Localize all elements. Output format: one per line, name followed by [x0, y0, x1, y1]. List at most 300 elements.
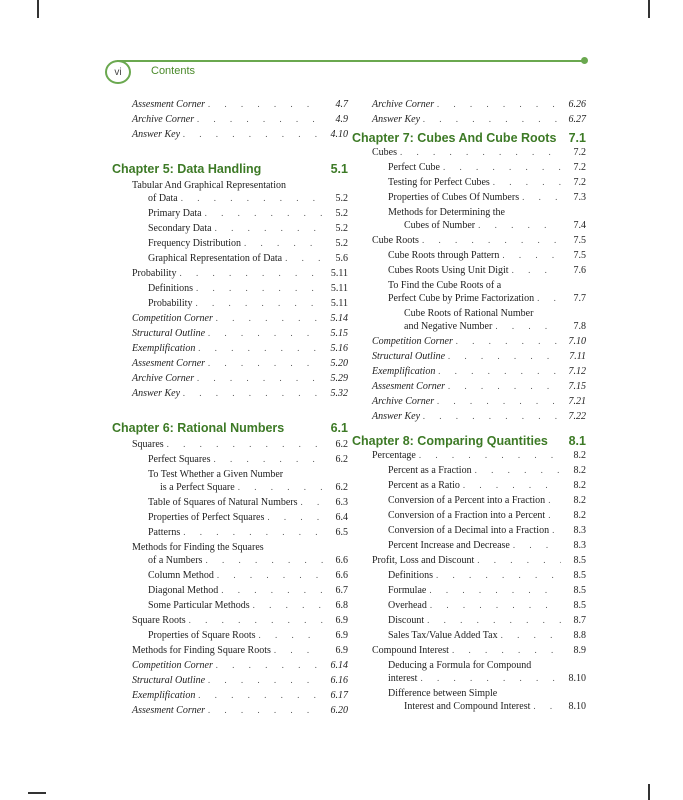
toc-entry — [112, 689, 348, 702]
dot-leader — [197, 372, 323, 385]
toc-entry — [112, 267, 348, 280]
toc-entry-page-number: 6.4 — [335, 512, 348, 523]
page-number-badge: vi — [105, 60, 131, 84]
toc-entry-page-number: 7.2 — [573, 162, 586, 173]
toc-entry-page-number: 6.9 — [335, 645, 348, 656]
toc-entry-page-number: 6.16 — [330, 675, 348, 686]
toc-entry-title: Deducing a Formula for Compound — [388, 660, 532, 671]
toc-entry-title: Structural Outline — [372, 351, 446, 362]
toc-entry-title: interest — [388, 673, 418, 684]
dot-leader — [217, 569, 323, 582]
toc-entry-title: Patterns — [148, 527, 181, 538]
toc-entry-page-number: 7.5 — [573, 250, 586, 261]
toc-entry-title: Archive Corner — [372, 396, 435, 407]
dot-leader — [548, 494, 561, 507]
toc-entry — [352, 307, 586, 320]
toc-entry-title: Assesment Corner — [372, 381, 446, 392]
toc-entry-title: Percentage — [372, 450, 416, 461]
dot-leader — [208, 704, 323, 717]
toc-entry — [112, 438, 348, 451]
toc-entry-page-number: 8.5 — [573, 555, 586, 566]
header-rule — [117, 60, 585, 62]
toc-entry-page-number: 8.10 — [568, 701, 586, 712]
toc-entry-page-number: 6.2 — [335, 482, 348, 493]
toc-entry — [112, 207, 348, 220]
toc-entry — [112, 297, 348, 310]
dot-leader — [537, 292, 561, 305]
dot-leader — [259, 629, 324, 642]
toc-entry-page-number: 5.29 — [330, 373, 348, 384]
toc-entry-page-number: 7.8 — [573, 321, 586, 332]
toc-entry — [112, 541, 348, 554]
toc-entry — [112, 481, 348, 494]
toc-entry-page-number: 8.2 — [573, 450, 586, 461]
toc-entry — [112, 252, 348, 265]
toc-entry-page-number: 5.32 — [330, 388, 348, 399]
toc-entry-title: and Negative Number — [404, 321, 493, 332]
toc-entry-title: Percent Increase and Decrease — [388, 540, 510, 551]
toc-entry — [112, 342, 348, 355]
toc-entry-title: Methods for Determining the — [388, 207, 505, 218]
toc-entry-title: Overhead — [388, 600, 427, 611]
toc-entry — [352, 113, 586, 126]
toc-entry-page-number: 7.15 — [568, 381, 586, 392]
toc-entry-page-number: 5.6 — [335, 253, 348, 264]
toc-entry-title: Discount — [388, 615, 425, 626]
toc-entry-title: Definitions — [388, 570, 433, 581]
dot-leader — [195, 297, 323, 310]
toc-entry-page-number: 8.10 — [568, 673, 586, 684]
toc-entry-title: Column Method — [148, 570, 214, 581]
dot-leader — [437, 395, 561, 408]
toc-entry — [112, 674, 348, 687]
toc-entry-page-number: 5.15 — [330, 328, 348, 339]
toc-entry-page-number: 8.2 — [573, 465, 586, 476]
toc-entry-title: Testing for Perfect Cubes — [388, 177, 490, 188]
toc-entry — [352, 687, 586, 700]
chapter-heading — [112, 420, 348, 436]
dot-leader — [181, 192, 323, 205]
toc-entry — [352, 509, 586, 522]
toc-entry — [352, 219, 586, 232]
dot-leader — [208, 357, 323, 370]
toc-entry-title: is a Perfect Square — [160, 482, 235, 493]
toc-entry — [112, 387, 348, 400]
toc-entry — [352, 539, 586, 552]
dot-leader — [285, 252, 323, 265]
toc-entry-page-number: 5.16 — [330, 343, 348, 354]
toc-entry-title: Cube Roots — [372, 235, 419, 246]
toc-entry-title: Answer Key — [132, 129, 181, 140]
dot-leader — [179, 267, 323, 280]
toc-entry-title: Probability — [132, 268, 177, 279]
toc-entry-title: Difference between Simple — [388, 688, 498, 699]
toc-entry-title: Interest and Compound Interest — [404, 701, 531, 712]
toc-entry-page-number: 6.3 — [335, 497, 348, 508]
dot-leader — [493, 176, 561, 189]
chapter-page-number: 7.1 — [568, 131, 586, 145]
toc-entry — [112, 599, 348, 612]
toc-entry-title: Exemplification — [132, 343, 196, 354]
toc-entry — [112, 113, 348, 126]
toc-entry — [352, 191, 586, 204]
toc-entry-title: Probability — [148, 298, 193, 309]
toc-entry-title: Methods for Finding Square Roots — [132, 645, 271, 656]
toc-entry-page-number: 7.6 — [573, 265, 586, 276]
dot-leader — [198, 342, 323, 355]
toc-entry-title: Conversion of a Decimal into a Fraction — [388, 525, 550, 536]
dot-leader — [197, 113, 323, 126]
toc-entry — [112, 554, 348, 567]
toc-entry — [352, 206, 586, 219]
toc-entry — [352, 264, 586, 277]
toc-entry-page-number: 6.26 — [568, 99, 586, 110]
toc-entry — [352, 350, 586, 363]
dot-leader — [419, 449, 561, 462]
toc-entry-title: Assesment Corner — [132, 99, 206, 110]
toc-entry — [112, 179, 348, 192]
dot-leader — [438, 365, 561, 378]
toc-entry — [112, 644, 348, 657]
dot-leader — [436, 569, 561, 582]
toc-entry-title: Competition Corner — [372, 336, 453, 347]
dot-leader — [238, 481, 323, 494]
toc-entry-page-number: 7.2 — [573, 177, 586, 188]
toc-entry-title: Tabular And Graphical Representation — [132, 180, 286, 191]
toc-entry — [352, 395, 586, 408]
toc-entry-title: Percent as a Ratio — [388, 480, 460, 491]
toc-entry-title: Properties of Square Roots — [148, 630, 256, 641]
toc-entry-title: Some Particular Methods — [148, 600, 250, 611]
toc-entry-title: Answer Key — [132, 388, 181, 399]
toc-entry-page-number: 4.7 — [335, 99, 348, 110]
dot-leader — [208, 98, 323, 111]
toc-entry-page-number: 8.2 — [573, 495, 586, 506]
dot-leader — [478, 219, 561, 232]
toc-entry-title: Square Roots — [132, 615, 186, 626]
toc-entry — [112, 453, 348, 466]
toc-entry-title: Archive Corner — [132, 373, 195, 384]
page-header — [105, 58, 585, 84]
chapter-page-number: 5.1 — [330, 162, 348, 176]
toc-entry-title: Compound Interest — [372, 645, 449, 656]
toc-entry — [112, 128, 348, 141]
toc-entry — [112, 629, 348, 642]
dot-leader — [253, 599, 323, 612]
toc-entry-title: Conversion of a Fraction into a Percent — [388, 510, 546, 521]
dot-leader — [452, 644, 561, 657]
toc-entry — [352, 614, 586, 627]
toc-entry — [352, 365, 586, 378]
toc-entry — [352, 320, 586, 333]
chapter-title: Chapter 8: Comparing Quantities — [352, 434, 548, 448]
dot-leader — [552, 524, 561, 537]
toc-entry — [112, 372, 348, 385]
dot-leader — [437, 98, 561, 111]
toc-entry — [352, 672, 586, 685]
toc-entry-page-number: 6.2 — [335, 454, 348, 465]
dot-leader — [548, 509, 561, 522]
toc-entry-title: Properties of Cubes Of Numbers — [388, 192, 520, 203]
toc-entry — [352, 584, 586, 597]
toc-entry-page-number: 8.8 — [573, 630, 586, 641]
toc-entry-title: Perfect Cube — [388, 162, 440, 173]
crop-mark — [648, 784, 650, 800]
toc-entry-page-number: 5.2 — [335, 238, 348, 249]
toc-entry-page-number: 7.11 — [569, 351, 586, 362]
dot-leader — [183, 526, 323, 539]
dot-leader — [533, 700, 561, 713]
dot-leader — [183, 387, 323, 400]
toc-entry — [352, 494, 586, 507]
dot-leader — [475, 464, 561, 477]
toc-left-column — [112, 94, 348, 717]
toc-entry-title: Answer Key — [372, 411, 421, 422]
toc-entry-title: Perfect Squares — [148, 454, 211, 465]
dot-leader — [420, 672, 561, 685]
toc-right-column — [352, 94, 586, 713]
dot-leader — [443, 161, 561, 174]
toc-entry — [112, 357, 348, 370]
toc-entry-page-number: 4.9 — [335, 114, 348, 125]
dot-leader — [501, 629, 561, 642]
toc-entry-page-number: 7.12 — [568, 366, 586, 377]
toc-entry-title: Graphical Representation of Data — [148, 253, 283, 264]
crop-mark — [648, 0, 650, 18]
toc-entry-page-number: 5.11 — [330, 283, 348, 294]
chapter-title: Chapter 5: Data Handling — [112, 162, 262, 176]
toc-entry-page-number: 7.2 — [573, 147, 586, 158]
toc-entry — [112, 192, 348, 205]
toc-entry-title: Properties of Perfect Squares — [148, 512, 265, 523]
toc-entry-title: Answer Key — [372, 114, 421, 125]
toc-entry-title: Methods for Finding the Squares — [132, 542, 264, 553]
toc-entry — [352, 629, 586, 642]
chapter-page-number: 6.1 — [330, 421, 348, 435]
toc-entry — [352, 479, 586, 492]
toc-entry-page-number: 6.6 — [335, 570, 348, 581]
toc-entry-page-number: 6.9 — [335, 615, 348, 626]
toc-entry-title: Competition Corner — [132, 313, 213, 324]
toc-entry — [352, 234, 586, 247]
toc-entry-title: Frequency Distribution — [148, 238, 242, 249]
dot-leader — [189, 614, 323, 627]
toc-entry — [352, 98, 586, 111]
toc-entry-page-number: 7.22 — [568, 411, 586, 422]
toc-entry-title: Primary Data — [148, 208, 202, 219]
toc-entry — [112, 511, 348, 524]
toc-entry-page-number: 5.14 — [330, 313, 348, 324]
toc-entry-page-number: 6.6 — [335, 555, 348, 566]
toc-entry-title: Cubes — [372, 147, 397, 158]
toc-entry — [112, 98, 348, 111]
header-rule-end-dot — [581, 57, 588, 64]
dot-leader — [400, 146, 561, 159]
toc-entry-title: Sales Tax/Value Added Tax — [388, 630, 498, 641]
toc-entry — [112, 584, 348, 597]
dot-leader — [463, 479, 561, 492]
toc-entry-page-number: 5.11 — [330, 268, 348, 279]
toc-entry-title: Archive Corner — [132, 114, 195, 125]
toc-entry-page-number: 6.27 — [568, 114, 586, 125]
toc-entry — [112, 222, 348, 235]
toc-entry — [352, 464, 586, 477]
dot-leader — [205, 207, 323, 220]
toc-entry — [352, 599, 586, 612]
toc-entry — [112, 282, 348, 295]
toc-entry-page-number: 5.11 — [330, 298, 348, 309]
toc-entry-page-number: 8.5 — [573, 600, 586, 611]
toc-entry-title: Secondary Data — [148, 223, 212, 234]
toc-entry-page-number: 7.4 — [573, 220, 586, 231]
dot-leader — [456, 335, 561, 348]
toc-entry-page-number: 5.2 — [335, 193, 348, 204]
dot-leader — [215, 222, 323, 235]
crop-mark — [28, 792, 46, 794]
toc-entry-title: of Data — [148, 193, 178, 204]
toc-entry-page-number: 7.21 — [568, 396, 586, 407]
toc-entry-title: Definitions — [148, 283, 193, 294]
toc-entry-page-number: 6.20 — [330, 705, 348, 716]
toc-entry — [352, 249, 586, 262]
dot-leader — [448, 380, 561, 393]
toc-entry-title: Squares — [132, 439, 164, 450]
dot-leader — [196, 282, 323, 295]
dot-leader — [301, 496, 323, 509]
toc-entry — [352, 410, 586, 423]
toc-entry — [352, 644, 586, 657]
toc-entry-page-number: 8.3 — [573, 540, 586, 551]
toc-entry-title: Diagonal Method — [148, 585, 219, 596]
toc-entry — [112, 312, 348, 325]
toc-entry-title: Perfect Cube by Prime Factorization — [388, 293, 535, 304]
toc-entry — [352, 279, 586, 292]
toc-entry-title: of a Numbers — [148, 555, 203, 566]
toc-entry-title: Structural Outline — [132, 328, 206, 339]
dot-leader — [477, 554, 561, 567]
toc-entry-title: Formulae — [388, 585, 427, 596]
toc-entry-title: Cube Roots through Pattern — [388, 250, 500, 261]
toc-entry-page-number: 6.14 — [330, 660, 348, 671]
toc-entry-title: Cubes Roots Using Unit Digit — [388, 265, 509, 276]
toc-entry-page-number: 8.9 — [573, 645, 586, 656]
toc-entry — [352, 380, 586, 393]
toc-entry-page-number: 6.7 — [335, 585, 348, 596]
toc-entry-page-number: 8.7 — [573, 615, 586, 626]
dot-leader — [216, 312, 323, 325]
toc-entry-page-number: 7.10 — [568, 336, 586, 347]
toc-entry — [112, 327, 348, 340]
dot-leader — [274, 644, 323, 657]
toc-entry — [112, 614, 348, 627]
chapter-title: Chapter 7: Cubes And Cube Roots — [352, 131, 557, 145]
toc-entry-page-number: 5.20 — [330, 358, 348, 369]
toc-entry — [112, 496, 348, 509]
chapter-heading — [352, 130, 586, 146]
dot-leader — [522, 191, 561, 204]
dot-leader — [205, 554, 323, 567]
chapter-page-number: 8.1 — [568, 434, 586, 448]
toc-entry-page-number: 6.17 — [330, 690, 348, 701]
toc-entry — [352, 554, 586, 567]
toc-entry — [352, 146, 586, 159]
toc-entry — [112, 659, 348, 672]
toc-entry-title: To Test Whether a Given Number — [148, 469, 284, 480]
header-title: Contents — [151, 65, 196, 77]
toc-entry — [352, 335, 586, 348]
dot-leader — [216, 659, 323, 672]
toc-entry — [352, 659, 586, 672]
dot-leader — [423, 113, 561, 126]
toc-entry-page-number: 8.2 — [573, 510, 586, 521]
toc-entry-title: Percent as a Fraction — [388, 465, 472, 476]
dot-leader — [422, 234, 561, 247]
toc-entry-page-number: 8.5 — [573, 585, 586, 596]
toc-entry-page-number: 8.3 — [573, 525, 586, 536]
dot-leader — [208, 327, 323, 340]
toc-entry — [112, 468, 348, 481]
toc-entry-title: Structural Outline — [132, 675, 206, 686]
toc-entry — [352, 449, 586, 462]
toc-entry-title: Cubes of Number — [404, 220, 476, 231]
toc-entry-page-number: 8.2 — [573, 480, 586, 491]
dot-leader — [244, 237, 323, 250]
dot-leader — [513, 539, 561, 552]
toc-entry — [112, 237, 348, 250]
dot-leader — [221, 584, 323, 597]
toc-entry-page-number: 8.5 — [573, 570, 586, 581]
toc-entry-title: Assesment Corner — [132, 705, 206, 716]
toc-entry-title: Profit, Loss and Discount — [372, 555, 475, 566]
toc-entry-page-number: 7.5 — [573, 235, 586, 246]
toc-entry — [112, 526, 348, 539]
toc-entry-page-number: 6.2 — [335, 439, 348, 450]
toc-entry-title: Archive Corner — [372, 99, 435, 110]
toc-entry — [112, 704, 348, 717]
toc-entry-page-number: 5.2 — [335, 208, 348, 219]
chapter-title: Chapter 6: Rational Numbers — [112, 421, 285, 435]
toc-entry-page-number: 6.9 — [335, 630, 348, 641]
toc-entry-page-number: 6.8 — [335, 600, 348, 611]
dot-leader — [512, 264, 561, 277]
toc-entry — [352, 700, 586, 713]
dot-leader — [423, 410, 561, 423]
toc-entry-title: Competition Corner — [132, 660, 213, 671]
toc-entry-page-number: 7.7 — [573, 293, 586, 304]
toc-entry-title: Exemplification — [372, 366, 436, 377]
toc-entry-title: To Find the Cube Roots of a — [388, 280, 502, 291]
toc-entry-title: Cube Roots of Rational Number — [404, 308, 534, 319]
crop-mark — [37, 0, 39, 18]
dot-leader — [430, 599, 561, 612]
toc-entry-title: Exemplification — [132, 690, 196, 701]
dot-leader — [213, 453, 323, 466]
dot-leader — [427, 614, 561, 627]
toc-entry-page-number: 7.3 — [573, 192, 586, 203]
chapter-heading — [112, 161, 348, 177]
dot-leader — [429, 584, 561, 597]
dot-leader — [183, 128, 323, 141]
dot-leader — [208, 674, 323, 687]
dot-leader — [502, 249, 561, 262]
toc-entry-title: Table of Squares of Natural Numbers — [148, 497, 298, 508]
toc-entry — [352, 569, 586, 582]
dot-leader — [198, 689, 323, 702]
toc-entry — [352, 524, 586, 537]
toc-entry — [352, 161, 586, 174]
dot-leader — [448, 350, 561, 363]
toc-entry-title: Conversion of a Percent into a Fraction — [388, 495, 546, 506]
